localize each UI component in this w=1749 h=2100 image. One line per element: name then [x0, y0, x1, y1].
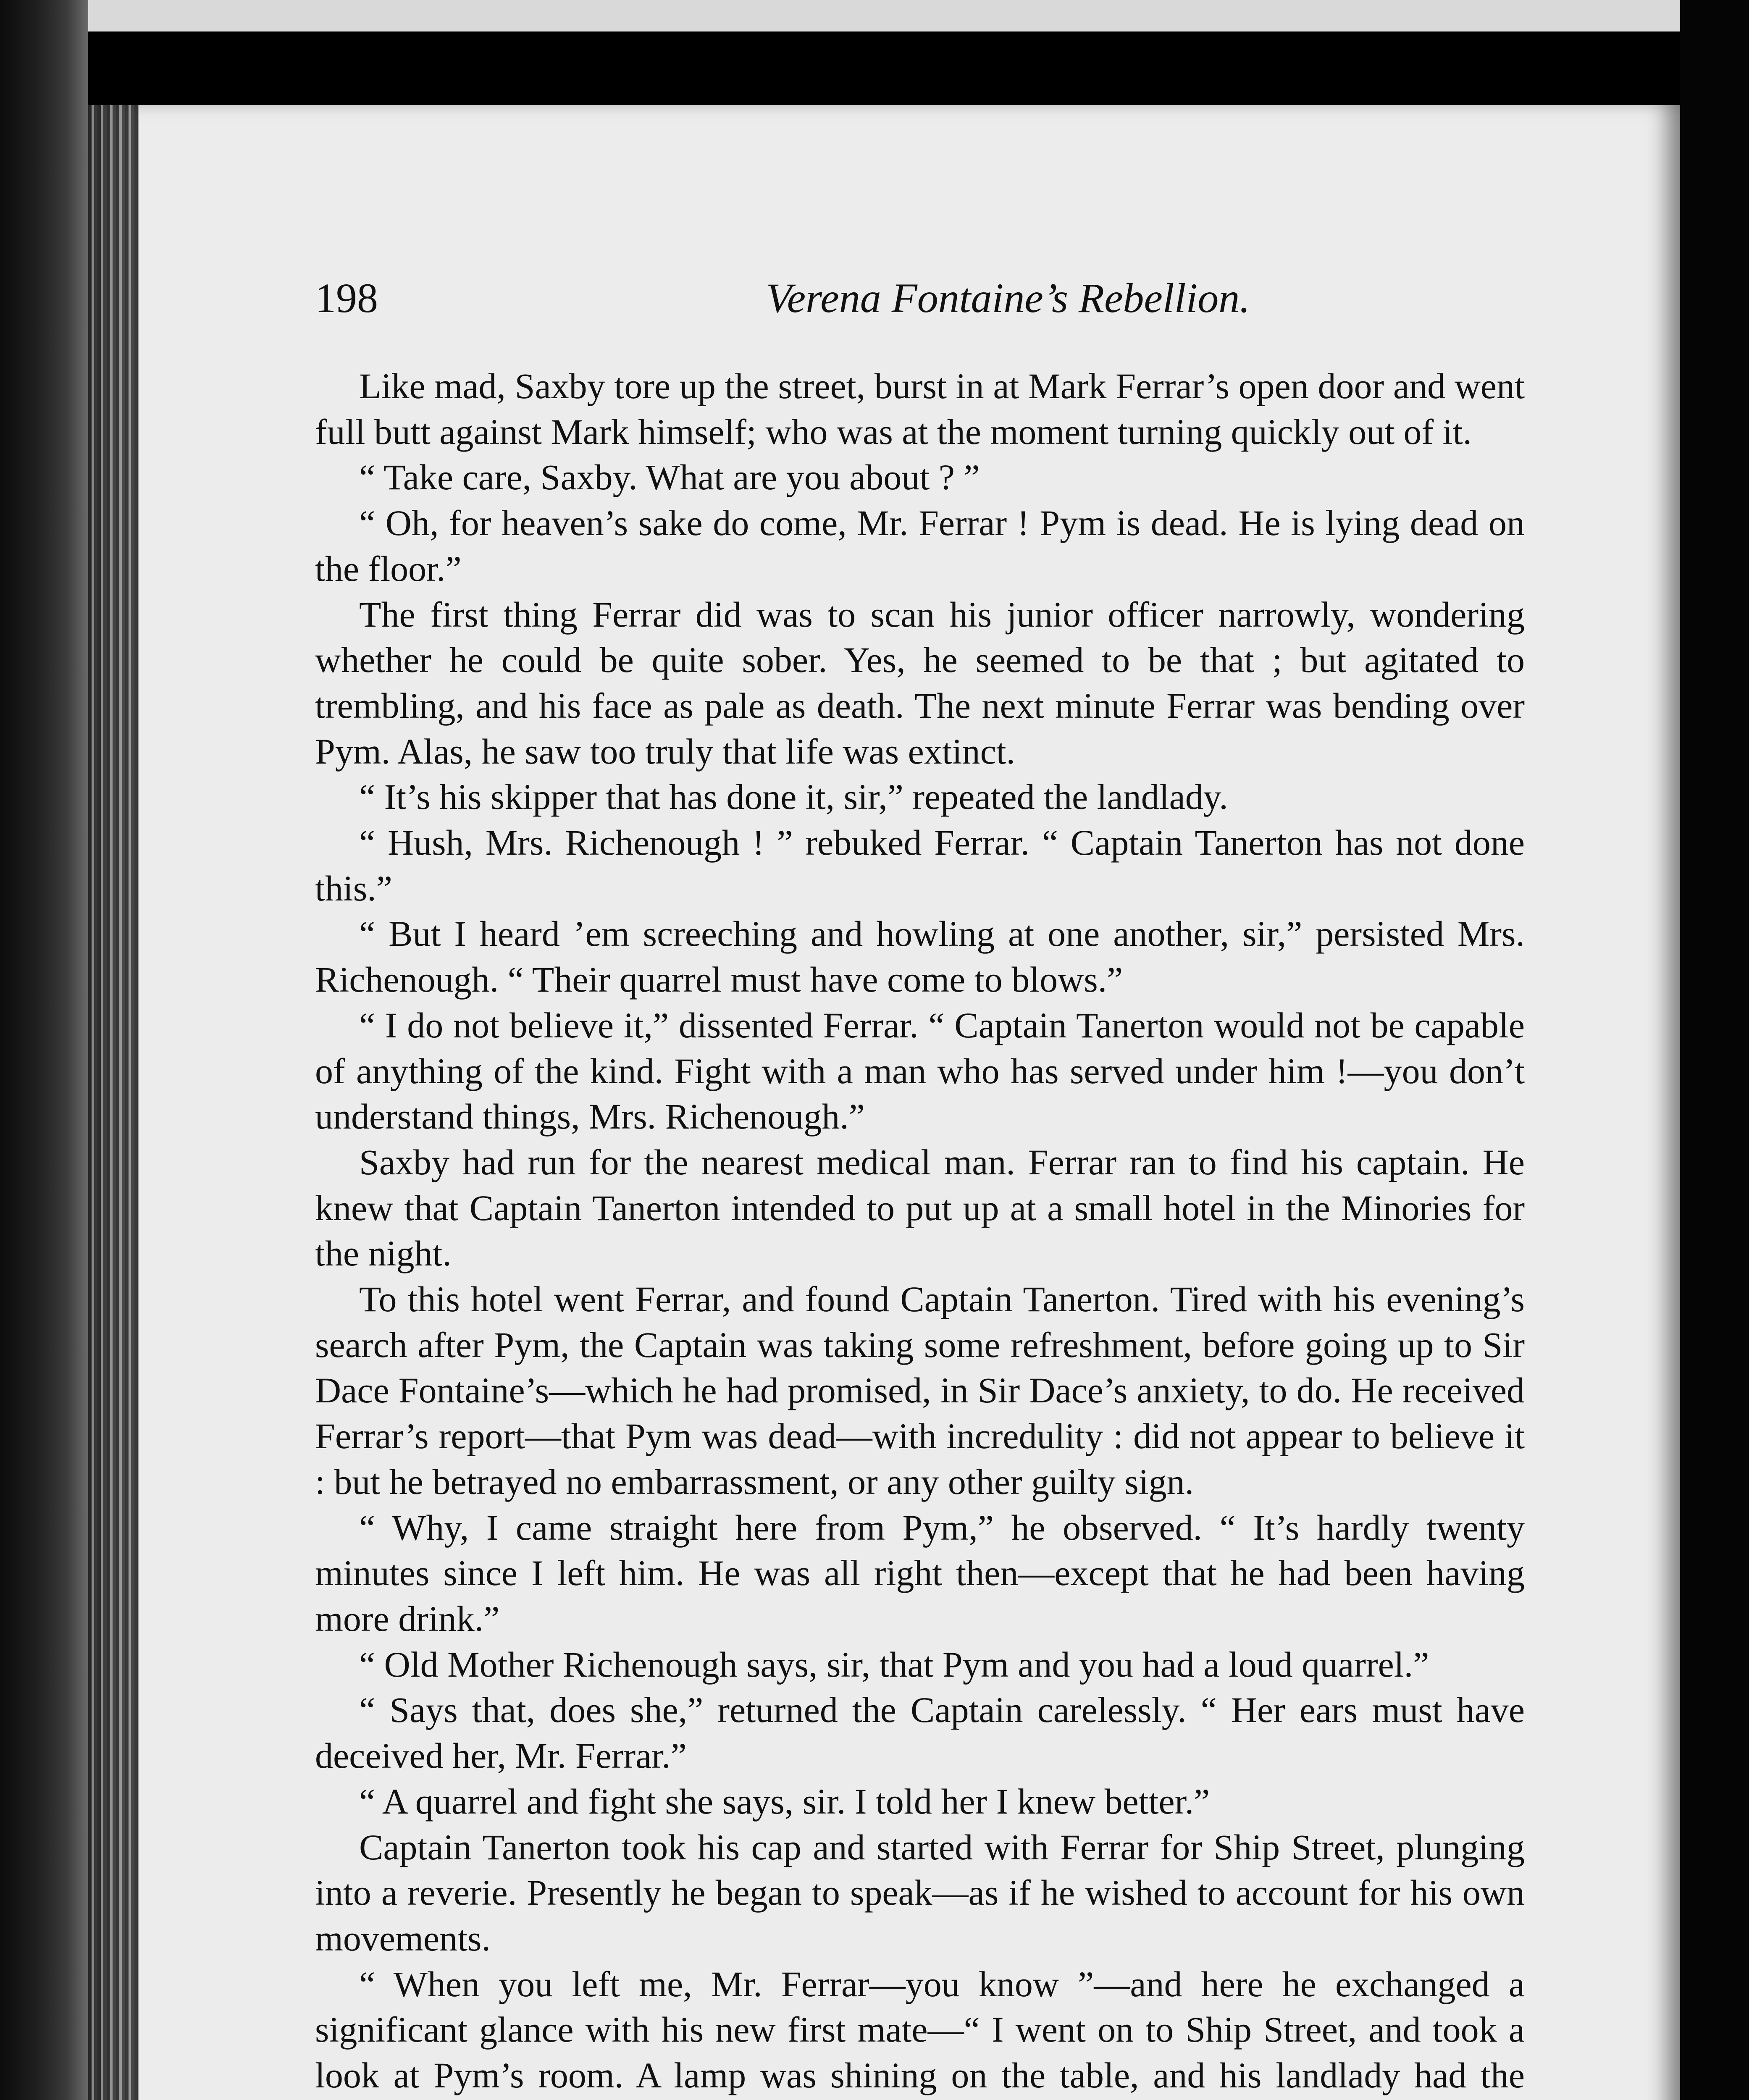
- page-stack-edge: [88, 105, 139, 2100]
- book-right-edge: [1680, 0, 1749, 2100]
- body-text: [315, 363, 1525, 2100]
- paragraph: Saxby had run for the nearest medical man. Ferrar ran to find his captain. He knew that Captain Tanerton intended to put up at a small hotel in the Minories for the night.: [315, 1142, 1525, 1274]
- paragraph: “ Take care, Saxby. What are you about ? ”: [359, 457, 980, 498]
- page-number: 198: [315, 275, 378, 321]
- running-header: [315, 269, 1525, 328]
- paragraph: “ It’s his skipper that has done it, sir,” repeated the landlady.: [359, 777, 1228, 817]
- paragraph: “ Oh, for heaven’s sake do come, Mr. Ferrar ! Pym is dead. He is lying dead on the floor.”: [315, 503, 1525, 589]
- paragraph: The first thing Ferrar did was to scan his junior officer narrowly, wondering whether he could be quite sober. Yes, he seemed to be that ; but agitated to trembling, and his face as pale as death. The next minute Ferrar was bending over Pym. Alas, he saw too truly that life was extinct.: [315, 594, 1525, 772]
- paragraph: “ I do not believe it,” dissented Ferrar. “ Captain Tanerton would not be capable of anything of the kind. Fight with a man who has served under him !—you don’t understand things, Mrs. Richenough.”: [315, 1005, 1525, 1137]
- paragraph: “ Why, I came straight here from Pym,” he observed. “ It’s hardly twenty minutes since I left him. He was all right then—except that he had been having more drink.”: [315, 1507, 1525, 1639]
- paragraph: Like mad, Saxby tore up the street, burst in at Mark Ferrar’s open door and went full butt against Mark himself; who was at the moment turning quickly out of it.: [315, 366, 1525, 452]
- paragraph: “ A quarrel and fight she says, sir. I told her I knew better.”: [359, 1781, 1210, 1822]
- previous-page-strip: [88, 0, 1680, 32]
- paragraph: “ When you left me, Mr. Ferrar—you know ”—and here he exchanged a significant glance with his new first mate—“ I went on to Ship Street, and took a look at Pym’s room. A lamp was shining on the table, and his landlady had the: [315, 1964, 1525, 2096]
- paragraph: “ Says that, does she,” returned the Captain carelessly. “ Her ears must have deceived her, Mr. Ferrar.”: [315, 1690, 1525, 1776]
- paragraph: “ But I heard ’em screeching and howling at one another, sir,” persisted Mrs. Richenough. “ Their quarrel must have come to blows.”: [315, 914, 1525, 1000]
- paragraph: Captain Tanerton took his cap and started with Ferrar for Ship Street, plunging into a reverie. Presently he began to speak—as if he wished to account for his own movements.: [315, 1827, 1525, 1958]
- running-title: Verena Fontaine’s Rebellion.: [766, 275, 1250, 321]
- paragraph: “ Old Mother Richenough says, sir, that Pym and you had a loud quarrel.”: [359, 1644, 1429, 1685]
- paragraph: To this hotel went Ferrar, and found Captain Tanerton. Tired with his evening’s search after Pym, the Captain was taking some refreshment, before going up to Sir Dace Fontaine’s—which he had promised, in Sir Dace’s anxiety, to do. He received Ferrar’s report—that Pym was dead—with incredulity : did not appear to believe it : but he betrayed no embarrassment, or any other guilty sign.: [315, 1279, 1525, 1502]
- book-left-edge: [0, 0, 88, 2100]
- paragraph: “ Hush, Mrs. Richenough ! ” rebuked Ferrar. “ Captain Tanerton has not done this.”: [315, 822, 1525, 908]
